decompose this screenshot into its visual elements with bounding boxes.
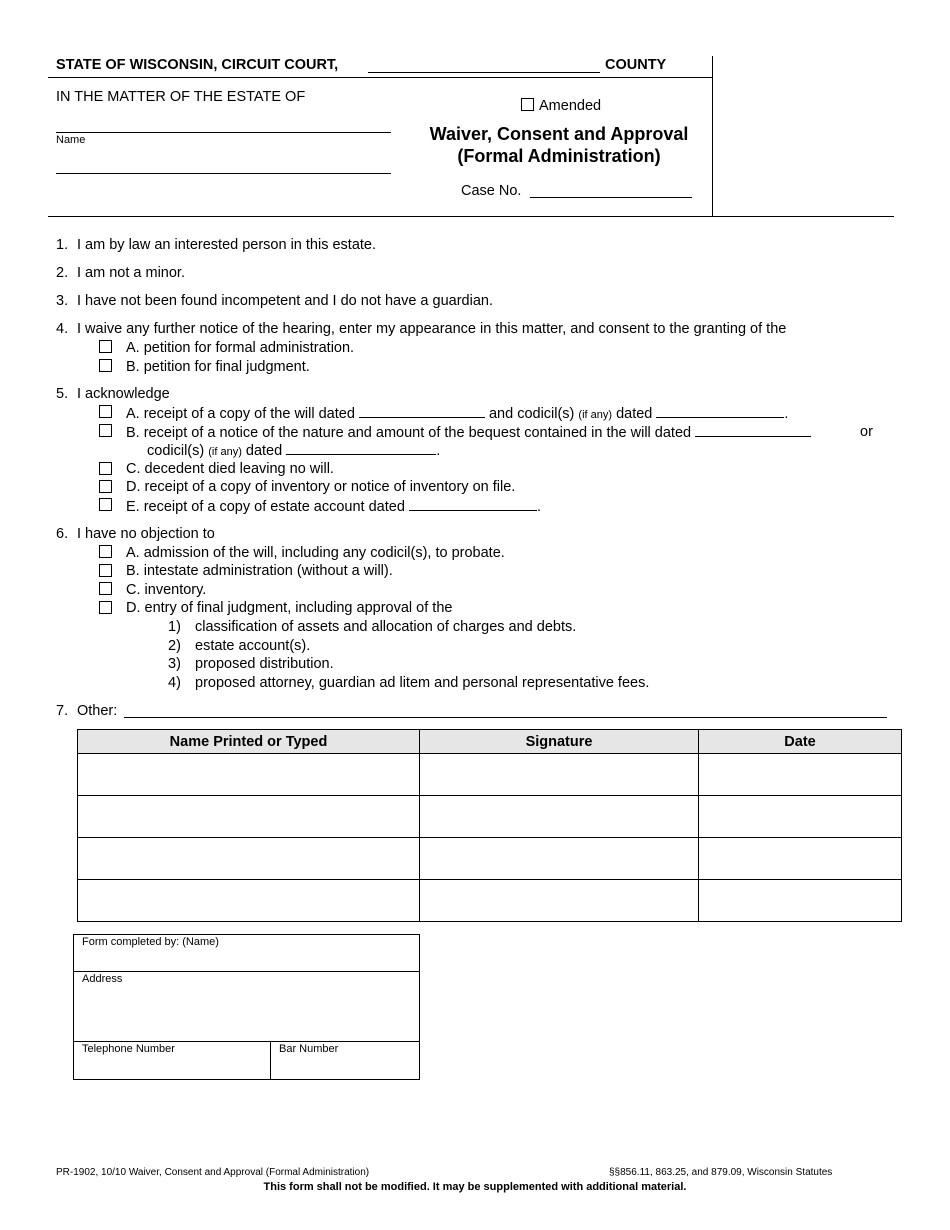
item-5d-checkbox[interactable] — [99, 480, 112, 493]
codicil-label-2: codicil(s) — [147, 443, 205, 459]
item-5-text: I acknowledge — [77, 386, 170, 402]
period: . — [784, 406, 789, 422]
signature-table — [77, 729, 902, 922]
form-subtitle: (Formal Administration) — [457, 146, 661, 166]
date-cell[interactable] — [699, 796, 902, 838]
header-rule — [48, 77, 712, 78]
item-4-text: I waive any further notice of the hearing, enter my appearance in this matter, and consent to the granting of the — [77, 321, 787, 337]
item-6b-text: B. intestate administration (without a will). — [126, 563, 393, 579]
item-5b-text: B. receipt of a notice of the nature and amount of the bequest contained in the will dated — [126, 425, 692, 441]
item-6c-text: C. inventory. — [126, 582, 207, 598]
or-label: or — [860, 424, 873, 440]
completed-box-rule-2 — [73, 1041, 420, 1042]
signature-cell[interactable] — [420, 754, 699, 796]
item-6b-checkbox[interactable] — [99, 564, 112, 577]
codicil-label: and codicil(s) — [488, 406, 575, 422]
col-date-header: Date — [699, 730, 902, 754]
item-6d-checkbox[interactable] — [99, 601, 112, 614]
completed-box-divider — [270, 1041, 271, 1079]
item-6a-checkbox[interactable] — [99, 545, 112, 558]
date-cell[interactable] — [699, 838, 902, 880]
table-row — [78, 880, 902, 922]
estate-account-date-field[interactable] — [409, 498, 537, 511]
sub-item-4-text: proposed attorney, guardian ad litem and personal representative fees. — [195, 675, 650, 691]
address-label[interactable]: Address — [82, 973, 123, 985]
header-bottom-rule — [48, 216, 894, 217]
completed-by-box — [73, 934, 420, 1080]
case-no-field[interactable] — [530, 197, 692, 198]
item-4b-text: B. petition for final judgment. — [126, 359, 310, 375]
signature-table-header — [78, 730, 902, 754]
col-signature-header: Signature — [420, 730, 699, 754]
date-cell[interactable] — [699, 880, 902, 922]
signature-cell[interactable] — [420, 880, 699, 922]
statutes: §§856.11, 863.25, and 879.09, Wisconsin Statutes — [609, 1167, 833, 1178]
amended-label: Amended — [539, 98, 602, 114]
item-5e-checkbox[interactable] — [99, 498, 112, 511]
footer-notice: This form shall not be modified. It may be supplemented with additional material. — [263, 1181, 687, 1193]
item-5c-text: C. decedent died leaving no will. — [126, 461, 334, 477]
name-cell[interactable] — [78, 880, 420, 922]
signature-cell[interactable] — [420, 838, 699, 880]
period-3: . — [536, 499, 541, 515]
if-any-label-2: (if any) — [208, 446, 242, 458]
completed-box-rule-1 — [73, 971, 420, 972]
item-1-num: 1. — [56, 237, 69, 253]
item-1-text: I am by law an interested person in this estate. — [77, 237, 377, 253]
other-field[interactable] — [124, 717, 887, 718]
item-5e-row — [126, 498, 541, 515]
if-any-label: (if any) — [578, 409, 613, 421]
item-6d-text: D. entry of final judgment, including approval of the — [126, 600, 453, 616]
estate-name-field-2[interactable] — [56, 173, 391, 174]
sub-item-2-num: 2) — [168, 638, 181, 654]
dated-label-2: dated — [245, 443, 283, 459]
item-6-text: I have no objection to — [77, 526, 215, 542]
item-7-text: Other: — [77, 703, 118, 719]
sub-item-2-text: estate account(s). — [195, 638, 311, 654]
item-2-num: 2. — [56, 265, 69, 281]
completed-by-name-label[interactable]: Form completed by: (Name) — [82, 936, 219, 948]
telephone-label[interactable]: Telephone Number — [82, 1043, 175, 1055]
item-5d-text: D. receipt of a copy of inventory or notice of inventory on file. — [126, 479, 516, 495]
sub-item-1-text: classification of assets and allocation of charges and debts. — [195, 619, 577, 635]
sub-item-1-num: 1) — [168, 619, 181, 635]
item-5a-text: A. receipt of a copy of the will dated — [126, 406, 355, 422]
sub-item-3-text: proposed distribution. — [195, 656, 334, 672]
bar-number-label[interactable]: Bar Number — [279, 1043, 339, 1055]
item-4a-checkbox[interactable] — [99, 340, 112, 353]
date-cell[interactable] — [699, 754, 902, 796]
codicil-date-field[interactable] — [656, 405, 784, 418]
form-id: PR-1902, 10/10 Waiver, Consent and Approval (Formal Administration) — [56, 1167, 370, 1178]
name-cell[interactable] — [78, 754, 420, 796]
item-5b-row-2 — [147, 442, 440, 459]
estate-name-field[interactable] — [56, 132, 391, 133]
court-label: STATE OF WISCONSIN, CIRCUIT COURT, — [56, 57, 339, 73]
sub-item-3-num: 3) — [168, 656, 181, 672]
item-6-num: 6. — [56, 526, 69, 542]
form-title: Waiver, Consent and Approval — [429, 124, 689, 144]
period-2: . — [436, 443, 441, 459]
name-cell[interactable] — [78, 838, 420, 880]
amended-checkbox[interactable] — [521, 98, 534, 111]
signature-cell[interactable] — [420, 796, 699, 838]
item-5a-row — [126, 405, 788, 422]
item-4-num: 4. — [56, 321, 69, 337]
table-row — [78, 838, 902, 880]
item-3-num: 3. — [56, 293, 69, 309]
item-3-text: I have not been found incompetent and I do not have a guardian. — [77, 293, 493, 309]
name-label: Name — [56, 134, 86, 146]
item-5e-text: E. receipt of a copy of estate account dated — [126, 499, 405, 515]
case-no-label: Case No. — [461, 183, 522, 199]
will-date-field[interactable] — [359, 405, 485, 418]
county-field[interactable] — [368, 72, 600, 73]
matter-title: IN THE MATTER OF THE ESTATE OF — [56, 89, 306, 105]
item-5b-row — [126, 424, 811, 441]
table-row — [78, 796, 902, 838]
name-cell[interactable] — [78, 796, 420, 838]
sub-item-4-num: 4) — [168, 675, 181, 691]
item-7-num: 7. — [56, 703, 69, 719]
item-6a-text: A. admission of the will, including any codicil(s), to probate. — [126, 545, 505, 561]
table-row — [78, 754, 902, 796]
bequest-will-date-field[interactable] — [695, 424, 811, 437]
col-name-header: Name Printed or Typed — [78, 730, 420, 754]
item-5b-checkbox[interactable] — [99, 424, 112, 437]
bequest-codicil-date-field[interactable] — [286, 442, 436, 455]
item-5c-checkbox[interactable] — [99, 462, 112, 475]
item-2-text: I am not a minor. — [77, 265, 185, 281]
item-4a-text: A. petition for formal administration. — [126, 340, 355, 356]
item-5a-checkbox[interactable] — [99, 405, 112, 418]
dated-label: dated — [616, 406, 653, 422]
county-label: COUNTY — [605, 57, 667, 73]
item-4b-checkbox[interactable] — [99, 359, 112, 372]
item-6c-checkbox[interactable] — [99, 582, 112, 595]
item-5-num: 5. — [56, 386, 69, 402]
